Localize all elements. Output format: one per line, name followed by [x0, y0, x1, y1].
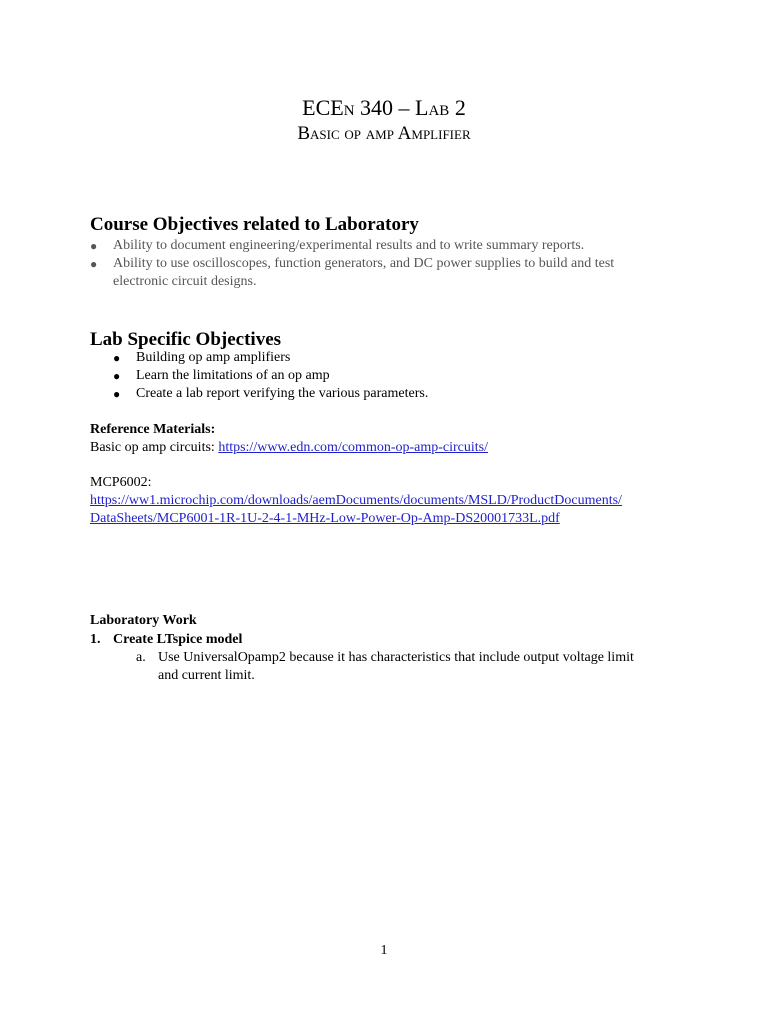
bullet-icon: ● [113, 369, 121, 383]
course-objective-item-continuation: electronic circuit designs. [113, 274, 257, 289]
step-1a-marker: a. [136, 650, 146, 665]
laboratory-work-heading: Laboratory Work [90, 613, 197, 628]
course-objectives-heading: Course Objectives related to Laboratory [90, 214, 419, 235]
page-number: 1 [380, 943, 388, 958]
step-1-title: Create LTspice model [113, 632, 243, 647]
reference-mcp-link[interactable]: https://ww1.microchip.com/downloads/aemDocuments/documents/MSLD/ProductDocuments/ [90, 493, 622, 508]
step-1a-text: Use UniversalOpamp2 because it has characteristics that include output voltage limit [158, 650, 634, 665]
step-1a-text-continuation: and current limit. [158, 668, 255, 683]
bullet-icon: ● [113, 387, 121, 401]
bullet-icon: ● [113, 351, 121, 365]
course-objective-item: Ability to document engineering/experimental results and to write summary reports. [113, 238, 585, 253]
course-objective-item: Ability to use oscilloscopes, function generators, and DC power supplies to build and test [113, 256, 615, 271]
reference-mcp-label: MCP6002: [90, 475, 152, 490]
reference-basic-link[interactable]: https://www.edn.com/common-op-amp-circuits/ [218, 440, 489, 455]
bullet-icon: ● [90, 257, 98, 271]
lab-objective-item: Learn the limitations of an op amp [136, 368, 330, 383]
document-subtitle: Basic op amp Amplifier [297, 123, 471, 144]
reference-mcp-link-continuation[interactable]: DataSheets/MCP6001-1R-1U-2-4-1-MHz-Low-Power-Op-Amp-DS20001733L.pdf [90, 511, 560, 526]
bullet-icon: ● [90, 239, 98, 253]
reference-mcp-link-line-1 [90, 494, 622, 508]
reference-basic-line [90, 441, 488, 455]
lab-objective-item: Building op amp amplifiers [136, 350, 291, 365]
lab-objective-item: Create a lab report verifying the various parameters. [136, 386, 429, 401]
step-1-number: 1. [90, 632, 101, 647]
lab-objectives-heading: Lab Specific Objectives [90, 329, 282, 350]
reference-materials-heading: Reference Materials: [90, 422, 216, 437]
reference-basic-label: Basic op amp circuits: [90, 440, 219, 455]
reference-mcp-link-line-2 [90, 512, 560, 526]
document-title: ECEn 340 – Lab 2 [302, 95, 466, 120]
